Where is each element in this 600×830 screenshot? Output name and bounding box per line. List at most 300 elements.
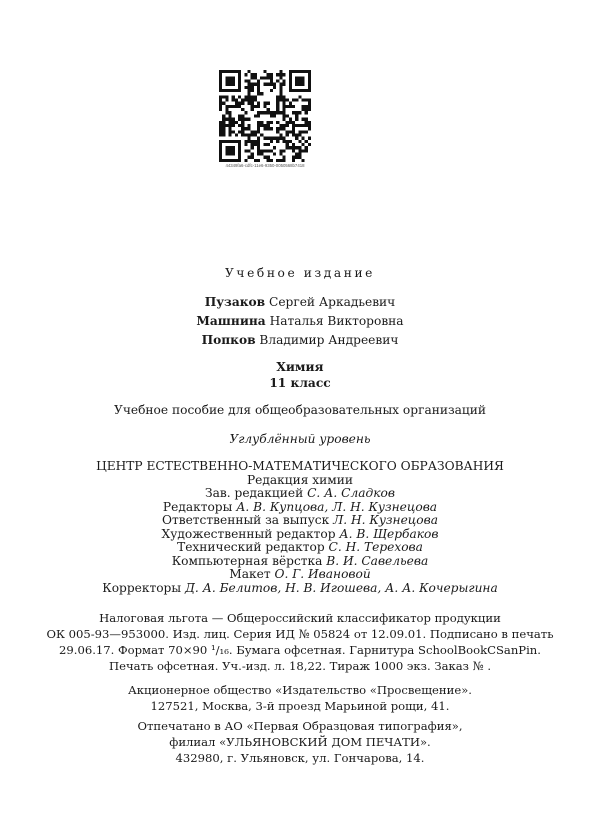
qr-module <box>254 76 257 79</box>
qr-module <box>222 118 225 121</box>
qr-module <box>257 146 260 149</box>
qr-module <box>276 111 279 114</box>
credit-line: Технический редактор С. Н. Терехова <box>177 540 423 554</box>
qr-module <box>282 149 285 152</box>
qr-module <box>232 118 235 121</box>
qr-module <box>282 95 285 98</box>
qr-module <box>301 143 304 146</box>
qr-module <box>241 102 244 105</box>
qr-module <box>308 127 311 130</box>
qr-module <box>229 118 232 121</box>
qr-module <box>238 124 241 127</box>
qr-module <box>270 121 273 124</box>
qr-module <box>289 121 292 124</box>
qr-module <box>270 114 273 117</box>
qr-module <box>251 83 254 86</box>
imprint-line: 29.06.17. Формат 70×90 ¹/₁₆. Бумага офсетная. Гарнитура SchoolBookCSanPin. <box>59 643 541 657</box>
qr-module <box>248 95 251 98</box>
qr-module <box>270 83 273 86</box>
qr-module <box>267 102 270 105</box>
qr-module <box>222 130 225 133</box>
qr-module <box>267 76 270 79</box>
qr-module <box>248 124 251 127</box>
credits <box>0 460 600 595</box>
qr-module <box>298 95 301 98</box>
center-name: ЦЕНТР ЕСТЕСТВЕННО-МАТЕМАТИЧЕСКОГО ОБРАЗОВАНИЯ <box>96 459 504 473</box>
qr-module <box>301 159 304 162</box>
qr-module <box>279 89 282 92</box>
qr-module <box>295 152 298 155</box>
qr-module <box>298 156 301 159</box>
qr-module <box>257 80 260 83</box>
qr-module <box>260 133 263 136</box>
qr-module <box>257 143 260 146</box>
qr-module <box>257 127 260 130</box>
qr-module <box>241 108 244 111</box>
qr-module <box>222 133 225 136</box>
qr-module <box>267 73 270 76</box>
qr-module <box>292 133 295 136</box>
qr-module <box>298 124 301 127</box>
qr-module <box>308 99 311 102</box>
qr-module <box>279 124 282 127</box>
qr-module <box>305 108 308 111</box>
qr-module <box>244 95 247 98</box>
qr-module <box>305 130 308 133</box>
qr-module <box>238 130 241 133</box>
qr-module <box>248 118 251 121</box>
qr-module <box>282 73 285 76</box>
qr-module <box>279 133 282 136</box>
qr-module <box>251 130 254 133</box>
qr-module <box>225 105 228 108</box>
qr-module <box>244 143 247 146</box>
qr-module <box>263 102 266 105</box>
qr-module <box>244 118 247 121</box>
qr-module <box>289 102 292 105</box>
imprint <box>0 610 600 674</box>
qr-module <box>308 105 311 108</box>
qr-module <box>308 137 311 140</box>
qr-module <box>270 76 273 79</box>
qr-module <box>276 95 279 98</box>
qr-module <box>225 111 228 114</box>
qr-module <box>238 95 241 98</box>
qr-module <box>232 121 235 124</box>
qr-module <box>257 149 260 152</box>
qr-module <box>219 121 222 124</box>
qr-module <box>260 152 263 155</box>
qr-module <box>251 143 254 146</box>
qr-module <box>263 143 266 146</box>
qr-module <box>292 121 295 124</box>
qr-module <box>229 124 232 127</box>
qr-module <box>251 76 254 79</box>
qr-module <box>298 149 301 152</box>
qr-module <box>248 83 251 86</box>
qr-module <box>279 92 282 95</box>
qr-module <box>229 130 232 133</box>
qr-module <box>244 133 247 136</box>
qr-module <box>305 121 308 124</box>
qr-module <box>308 121 311 124</box>
qr-module <box>238 118 241 121</box>
qr-module <box>229 121 232 124</box>
qr-module <box>251 105 254 108</box>
qr-caption: 44349fa6-cdfc-11e6-9350-0050568b7418 <box>225 163 305 168</box>
qr-module <box>301 99 304 102</box>
qr-module <box>276 99 279 102</box>
qr-module <box>267 111 270 114</box>
qr-module <box>308 108 311 111</box>
qr-module <box>279 111 282 114</box>
printer <box>0 718 600 766</box>
qr-module <box>260 76 263 79</box>
qr-module <box>276 159 279 162</box>
qr-module <box>254 95 257 98</box>
qr-module <box>276 73 279 76</box>
qr-module <box>295 133 298 136</box>
qr-module <box>286 114 289 117</box>
qr-module <box>222 102 225 105</box>
qr-module <box>273 83 276 86</box>
qr-module <box>301 105 304 108</box>
qr-module <box>251 152 254 155</box>
qr-module <box>257 83 260 86</box>
edition-type: Учебное издание <box>225 266 375 280</box>
qr-module <box>244 80 247 83</box>
qr-module <box>282 140 285 143</box>
qr-module <box>292 156 295 159</box>
qr-module <box>305 111 308 114</box>
qr-module <box>235 121 238 124</box>
qr-module <box>305 149 308 152</box>
qr-module <box>260 111 263 114</box>
qr-module <box>251 89 254 92</box>
qr-module <box>263 70 266 73</box>
qr-module <box>263 127 266 130</box>
qr-module <box>270 111 273 114</box>
authors <box>0 293 600 350</box>
level: Углублённый уровень <box>229 432 371 446</box>
credit-line: Макет О. Г. Ивановой <box>229 567 371 581</box>
qr-module <box>229 111 232 114</box>
qr-module <box>292 149 295 152</box>
qr-module <box>292 146 295 149</box>
qr-module <box>267 121 270 124</box>
qr-module <box>219 124 222 127</box>
qr-module <box>241 114 244 117</box>
qr-module <box>298 130 301 133</box>
credit-line: Корректоры Д. А. Белитов, Н. В. Игошева, А. А. Кочерыгина <box>102 580 498 595</box>
qr-module <box>273 137 276 140</box>
qr-module <box>229 133 232 136</box>
qr-module <box>276 108 279 111</box>
qr-module <box>286 143 289 146</box>
qr-module <box>225 124 228 127</box>
qr-module <box>276 140 279 143</box>
qr-module <box>248 86 251 89</box>
qr-module <box>267 159 270 162</box>
department: Редакция химии <box>246 472 354 487</box>
qr-module <box>298 140 301 143</box>
qr-module <box>267 83 270 86</box>
qr-module <box>273 111 276 114</box>
qr-module <box>289 118 292 121</box>
qr-module <box>257 140 260 143</box>
qr-module <box>219 102 222 105</box>
qr-module <box>229 105 232 108</box>
subtitle: Учебное пособие для общеобразовательных организаций <box>114 403 486 417</box>
qr-module <box>260 149 263 152</box>
qr-module <box>286 121 289 124</box>
author: Машнина Наталья Викторовна <box>196 314 404 328</box>
qr-module <box>244 111 247 114</box>
qr-module <box>276 137 279 140</box>
qr-module <box>257 152 260 155</box>
qr-module <box>295 156 298 159</box>
qr-module <box>248 89 251 92</box>
qr-module <box>276 80 279 83</box>
qr-module <box>263 156 266 159</box>
qr-module <box>225 95 228 98</box>
qr-module <box>222 127 225 130</box>
qr-module <box>286 105 289 108</box>
qr-module <box>282 83 285 86</box>
qr-module <box>257 121 260 124</box>
author: Пузаков Сергей Аркадьевич <box>204 295 396 309</box>
qr-module <box>251 99 254 102</box>
qr-module <box>263 76 266 79</box>
qr-module <box>251 86 254 89</box>
qr-module <box>270 89 273 92</box>
qr-module <box>251 73 254 76</box>
qr-module <box>282 105 285 108</box>
qr-module <box>251 146 254 149</box>
qr-module <box>292 99 295 102</box>
qr-module <box>260 92 263 95</box>
qr-module <box>282 124 285 127</box>
grade: 11 класс <box>269 376 331 390</box>
qr-module <box>235 105 238 108</box>
qr-module <box>222 95 225 98</box>
qr-module <box>273 114 276 117</box>
qr-module <box>276 102 279 105</box>
qr-module <box>270 73 273 76</box>
book-title: Химия <box>276 360 324 374</box>
qr-module <box>298 146 301 149</box>
qr-module <box>244 149 247 152</box>
qr-module <box>308 143 311 146</box>
qr-module <box>305 140 308 143</box>
qr-module <box>232 95 235 98</box>
qr-module <box>244 159 247 162</box>
qr-module <box>305 118 308 121</box>
qr-module <box>254 114 257 117</box>
qr-module <box>270 80 273 83</box>
credit-line: Ответственный за выпуск Л. Н. Кузнецова <box>162 513 438 527</box>
qr-module <box>298 133 301 136</box>
imprint-line: Печать офсетная. Уч.-изд. л. 18,22. Тираж 1000 экз. Заказ № . <box>108 659 492 673</box>
qr-module <box>222 114 225 117</box>
qr-module <box>219 105 222 108</box>
qr-module <box>292 143 295 146</box>
qr-module <box>254 130 257 133</box>
qr-module <box>248 156 251 159</box>
qr-module <box>251 102 254 105</box>
qr-module <box>295 76 305 86</box>
qr-module <box>241 118 244 121</box>
qr-module <box>238 102 241 105</box>
qr-module <box>273 86 276 89</box>
qr-module <box>219 130 222 133</box>
qr-module <box>286 99 289 102</box>
qr-module <box>279 137 282 140</box>
qr-module <box>295 99 298 102</box>
qr-module <box>267 143 270 146</box>
qr-module <box>244 73 247 76</box>
qr-module <box>248 99 251 102</box>
qr-module <box>238 114 241 117</box>
qr-module <box>241 133 244 136</box>
qr-module <box>248 149 251 152</box>
qr-module <box>248 127 251 130</box>
qr-module <box>241 124 244 127</box>
qr-module <box>289 130 292 133</box>
qr-module <box>232 105 235 108</box>
qr-module <box>257 105 260 108</box>
qr-module <box>279 70 282 73</box>
qr-module <box>267 124 270 127</box>
qr-module <box>248 80 251 83</box>
publisher <box>0 682 600 714</box>
qr-module <box>254 105 257 108</box>
qr-module <box>276 127 279 130</box>
qr-module <box>251 133 254 136</box>
qr-module <box>229 114 232 117</box>
qr-module <box>225 99 228 102</box>
qr-module <box>270 137 273 140</box>
qr-module <box>263 149 266 152</box>
qr-module <box>282 108 285 111</box>
qr-module <box>308 102 311 105</box>
qr-module <box>257 130 260 133</box>
qr-module <box>235 133 238 136</box>
qr-module <box>248 140 251 143</box>
qr-module <box>235 99 238 102</box>
qr-module <box>289 146 292 149</box>
imprint-line: ОК 005-93—953000. Изд. лиц. Серия ИД № 05824 от 12.09.01. Подписано в печать <box>46 627 554 641</box>
qr-module <box>279 152 282 155</box>
qr-module <box>257 86 260 89</box>
printer-line: 432980, г. Ульяновск, ул. Гончарова, 14. <box>175 751 425 765</box>
qr-module <box>241 130 244 133</box>
qr-module <box>292 124 295 127</box>
qr-module <box>282 127 285 130</box>
qr-module <box>222 124 225 127</box>
qr-module <box>270 149 273 152</box>
qr-module <box>254 140 257 143</box>
qr-module <box>254 143 257 146</box>
qr-module <box>248 137 251 140</box>
qr-module <box>257 137 260 140</box>
qr-module <box>279 73 282 76</box>
qr-module <box>279 76 282 79</box>
qr-module <box>260 121 263 124</box>
qr-module <box>301 130 304 133</box>
qr-module <box>282 156 285 159</box>
qr-module <box>232 99 235 102</box>
qr-module <box>305 146 308 149</box>
printer-line: Отпечатано в АО «Первая Образцовая типография», <box>137 719 463 733</box>
qr-module <box>267 108 270 111</box>
qr-module <box>282 111 285 114</box>
qr-module <box>273 146 276 149</box>
qr-module <box>286 146 289 149</box>
credit-line: Редакторы А. В. Купцова, Л. Н. Кузнецова <box>162 499 438 514</box>
qr-module <box>279 127 282 130</box>
qr-module <box>232 130 235 133</box>
qr-module <box>276 130 279 133</box>
qr-module <box>225 146 235 156</box>
qr-module <box>248 102 251 105</box>
qr-module <box>251 108 254 111</box>
qr-module <box>279 83 282 86</box>
qr-module <box>241 121 244 124</box>
qr-module <box>279 95 282 98</box>
qr-module <box>292 105 295 108</box>
qr-module <box>219 127 222 130</box>
qr-module <box>257 89 260 92</box>
qr-code <box>218 70 312 162</box>
qr-module <box>282 99 285 102</box>
qr-module <box>241 127 244 130</box>
qr-module <box>219 133 222 136</box>
qr-module <box>270 140 273 143</box>
imprint-line: Налоговая льгота — Общероссийский классификатор продукции <box>99 611 501 625</box>
qr-module <box>279 99 282 102</box>
qr-module <box>263 83 266 86</box>
qr-module <box>301 118 304 121</box>
qr-module <box>282 118 285 121</box>
qr-module <box>298 111 301 114</box>
qr-module <box>267 127 270 130</box>
qr-module <box>248 133 251 136</box>
qr-module <box>286 140 289 143</box>
qr-module <box>257 124 260 127</box>
qr-module <box>308 124 311 127</box>
qr-module <box>248 70 251 73</box>
qr-module <box>222 121 225 124</box>
qr-module <box>267 156 270 159</box>
qr-module <box>295 111 298 114</box>
qr-module <box>257 159 260 162</box>
qr-module <box>267 137 270 140</box>
qr-module <box>292 130 295 133</box>
publisher-line: Акционерное общество «Издательство «Просвещение». <box>127 683 472 697</box>
qr-module <box>282 80 285 83</box>
qr-module <box>301 149 304 152</box>
qr-module <box>257 92 260 95</box>
qr-module <box>244 127 247 130</box>
qr-module <box>244 140 247 143</box>
qr-module <box>289 140 292 143</box>
qr-module <box>276 121 279 124</box>
qr-module <box>295 124 298 127</box>
credit-line: Зав. редакцией С. А. Сладков <box>205 486 395 500</box>
qr-module <box>254 83 257 86</box>
qr-module <box>279 159 282 162</box>
